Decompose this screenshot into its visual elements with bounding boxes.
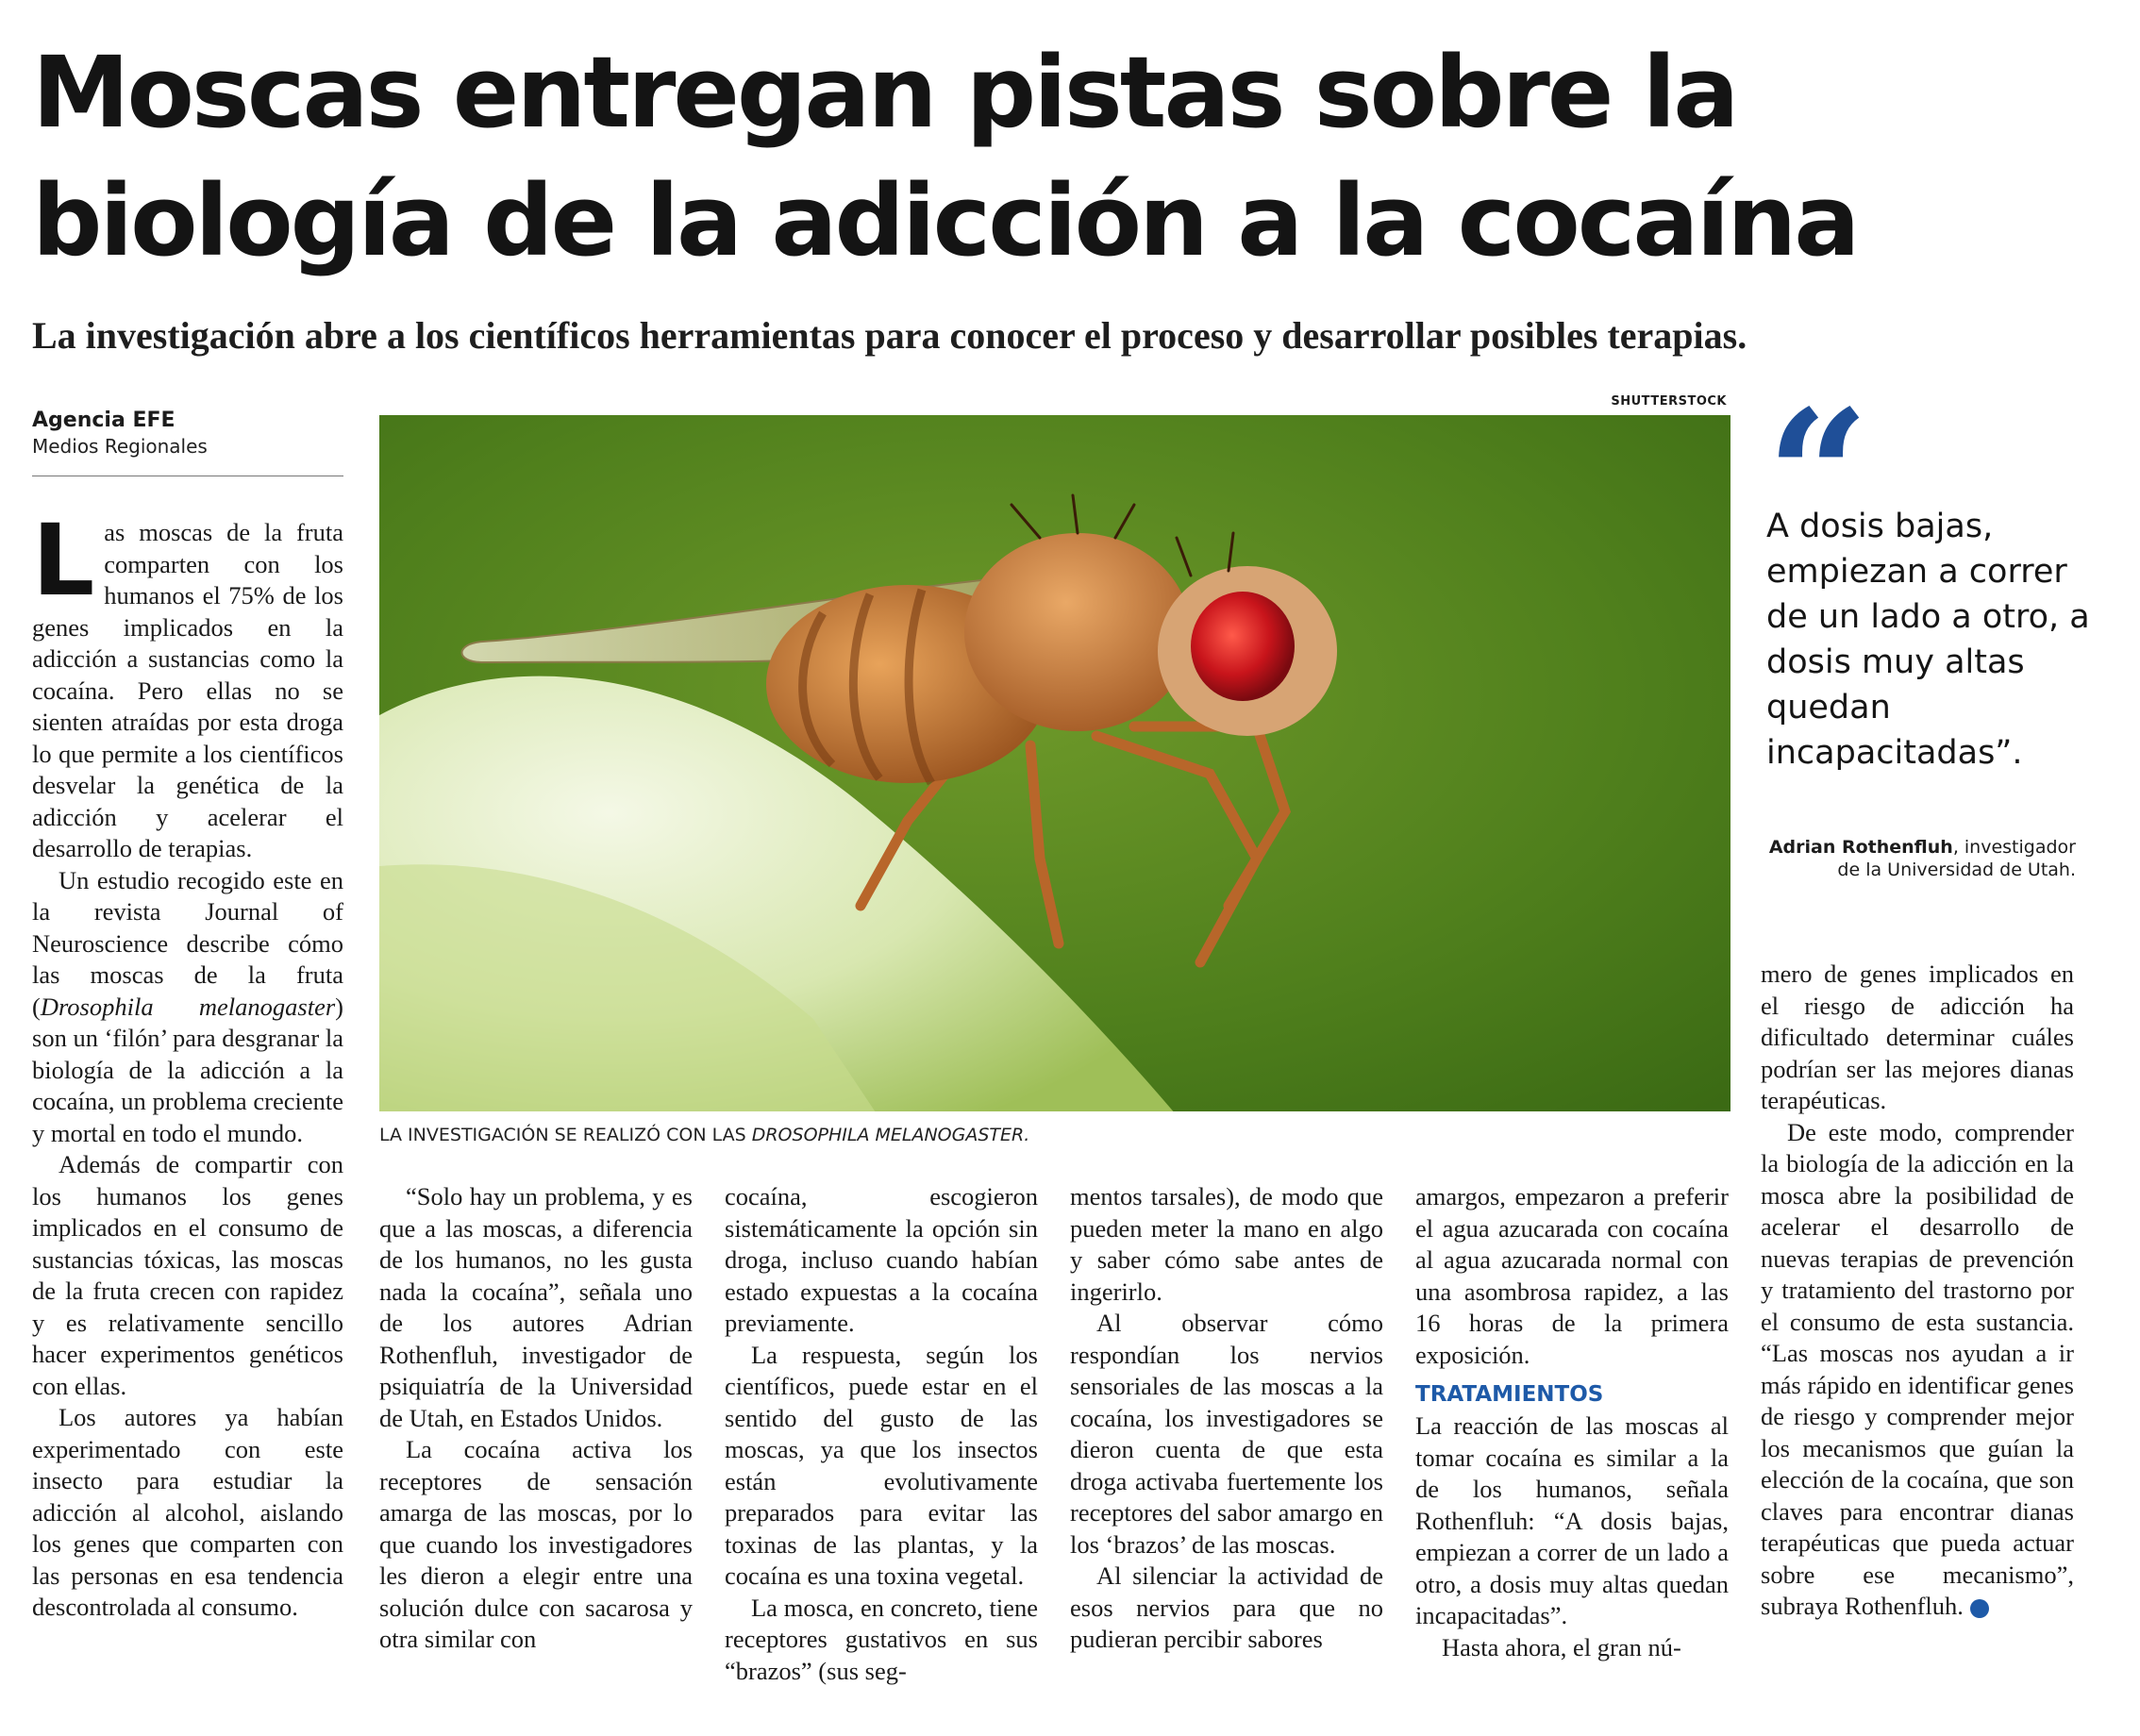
- paragraph: “Solo hay un problema, y es que a las moscas, a diferencia de los humanos, no les gusta nada la cocaína”, señala uno de los autores Adrian Rothenfluh, investigador de psiquiatría de la Universidad de Utah, en Estados Unidos.: [379, 1182, 693, 1432]
- section-subhead: TRATAMIENTOS: [1415, 1382, 1604, 1407]
- paragraph-text: as moscas de la fruta comparten con los humanos el 75% de los genes implicados en la adicción a sustancias como la cocaína. Pero ellas no se sienten atraídas por esta droga lo que permite a los científicos desvelar la genética de la adicción y acelerar el desarrollo de terapias.: [32, 518, 343, 862]
- byline-agency: Agencia EFE: [32, 409, 176, 432]
- paragraph: La mosca, en concreto, tiene receptores gustativos en sus “brazos” (sus seg-: [725, 1593, 1038, 1685]
- paragraph: mero de genes implicados en el riesgo de adicción ha dificultado determinar cuáles podrían ser las mejores dianas terapéuticas.: [1761, 960, 2074, 1114]
- paragraph-text: De este modo, comprender la biología de la adicción en la mosca abre la posibilidad de acelerar el desarrollo de nuevas terapias de prevención y tratamiento del trastorno por el consumo de esta sustancia. “Las moscas nos ayudan a ir más rápido en identificar genes de riesgo y comprender mejor los mecanismos que guían la elección de la cocaína, que son claves para encontrar dianas terapéuticas que pueda actuar sobre ese mecanismo”, subraya Rothenfluh.: [1761, 1117, 2074, 1620]
- photo-caption: [379, 1123, 1730, 1147]
- paragraph: amargos, empezaron a preferir el agua azucarada con cocaína al agua azucarada normal con una asombrosa rapidez, a las 16 horas de la primera exposición.: [1415, 1182, 1729, 1369]
- paragraph: La respuesta, según los científicos, puede estar en el sentido del gusto de las moscas, ya que los insectos están evolutivamente preparados para evitar las toxinas de las plantas, y la cocaína es una toxina vegetal.: [725, 1340, 1038, 1590]
- article-column-5: [1415, 1181, 1729, 1663]
- paragraph: [1761, 1117, 2074, 1623]
- caption-text: LA INVESTIGACIÓN SE REALIZÓ CON LAS: [379, 1125, 752, 1145]
- quote-mark-icon: [1766, 396, 1869, 500]
- pull-quote: A dosis bajas, empiezan a correr de un lado a otro, a dosis muy altas quedan incapacitadas”.: [1766, 508, 2090, 772]
- byline: [32, 408, 343, 476]
- attribution-role: , investigador de la Universidad de Utah.: [1837, 837, 2076, 880]
- article-column-2: [379, 1181, 693, 1656]
- article-column-4: [1070, 1181, 1383, 1656]
- species-name: Drosophila melanogaster: [40, 992, 336, 1021]
- drop-cap: L: [32, 503, 95, 618]
- end-of-article-icon: [1970, 1599, 1989, 1618]
- paragraph: [32, 503, 343, 865]
- article-column-6: [1761, 959, 2074, 1623]
- pull-quote-attribution: [1755, 836, 2076, 881]
- paragraph: La cocaína activa los receptores de sensación amarga de las moscas, por lo que cuando los investigadores les dieron a elegir entre una solución dulce con sacarosa y otra similar con: [379, 1435, 693, 1653]
- paragraph-text: Un estudio recogido este en la revista Journal of Neuroscience describe cómo las moscas de la fruta (: [32, 865, 343, 1021]
- photo-credit: SHUTTERSTOCK: [1611, 394, 1727, 409]
- attribution-name: Adrian Rothenfluh: [1768, 837, 1953, 858]
- paragraph: La reacción de las moscas al tomar cocaína es similar a la de los humanos, señala Rothenfluh: “A dosis bajas, empiezan a correr de un lado a otro, a dosis muy altas quedan incapacitadas”.: [1415, 1411, 1729, 1629]
- paragraph: Al observar cómo respondían los nervios sensoriales de las moscas a la cocaína, los investigadores se dieron cuenta de que esta droga activaba fuertemente los receptores del sabor amargo en los ‘brazos’ de las moscas.: [1070, 1309, 1383, 1559]
- paragraph: Además de compartir con los humanos los genes implicados en el consumo de sustancias tóxicas, las moscas de la fruta crecen con rapidez y es relativamente sencillo hacer experimentos genéticos con ellas.: [32, 1150, 343, 1400]
- paragraph: mentos tarsales), de modo que pueden meter la mano en algo y saber cómo sabe antes de ingerirlo.: [1070, 1182, 1383, 1306]
- deck-subtitle: La investigación abre a los científicos herramientas para conocer el proceso y desarrollar posibles terapias.: [32, 314, 1747, 357]
- fruit-fly-photo: [379, 415, 1730, 1111]
- byline-dept: Medios Regionales: [32, 435, 208, 458]
- paragraph: Hasta ahora, el gran nú-: [1442, 1632, 1681, 1661]
- paragraph: [32, 865, 343, 1150]
- paragraph: cocaína, escogieron sistemáticamente la opción sin droga, incluso cuando habían estado expuestas a la cocaína previamente.: [725, 1182, 1038, 1337]
- caption-species: DROSOPHILA MELANOGASTER.: [751, 1125, 1030, 1145]
- headline: Moscas entregan pistas sobre la biología de la adicción a la cocaína: [32, 35, 1858, 278]
- article-column-1: [32, 503, 343, 1624]
- article-column-3: [725, 1181, 1038, 1687]
- paragraph: Los autores ya habían experimentado con este insecto para estudiar la adicción al alcohol, aislando los genes que comparten con las personas en esa tendencia descontrolada al consumo.: [32, 1403, 343, 1621]
- paragraph: Al silenciar la actividad de esos nervios para que no pudieran percibir sabores: [1070, 1561, 1383, 1653]
- paragraph-text: ) son un ‘filón’ para desgranar la biología de la adicción a la cocaína, un problema creciente y mortal en todo el mundo.: [32, 992, 343, 1147]
